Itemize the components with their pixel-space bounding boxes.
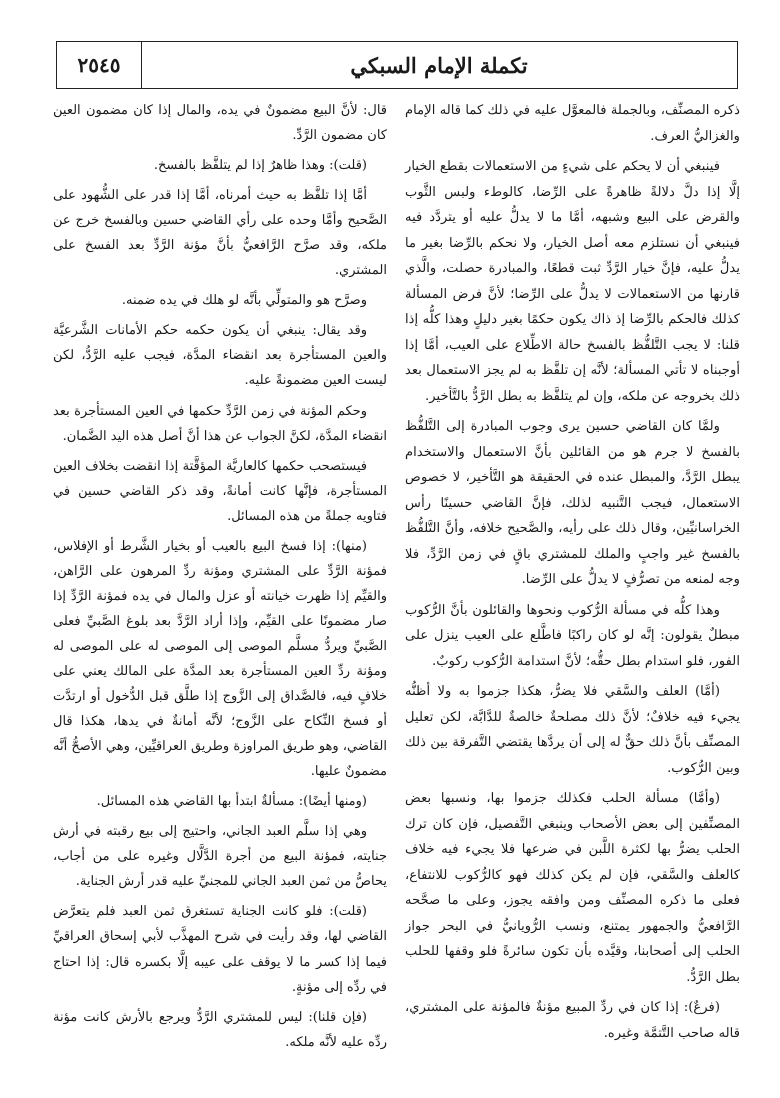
paragraph: (فإن قلنا): ليس للمشتري الرَّدُّ ويرجع بالأرش كانت مؤنة ردِّه عليه لأنَّه ملكه.	[53, 1009, 387, 1050]
header-divider	[141, 42, 142, 88]
paragraph: ذكره المصنِّف، وبالجملة فالمعوَّل عليه في ذلك كما قاله الإمام والغزاليُّ العرف.	[405, 103, 740, 144]
paragraph: وحكم المؤنة في زمن الرَّدِّ حكمها في العين المستأجرة بعد انقضاء المدَّة، لكنَّ الجواب عن هذا أنَّ أصل هذه اليد الضَّمان.	[53, 403, 387, 444]
page-number: ٢٥٤٥	[77, 53, 121, 77]
paragraph: قال: لأنَّ البيع مضمونٌ في يده، والمال إذا كان مضمون العين كان مضمون الرَّدِّ.	[53, 103, 387, 144]
paragraph: (فرعٌ): إذا كان في ردِّ المبيع مؤنةٌ فالمؤنة على المشتري، قاله صاحب التَّتمَّة وغيره.	[405, 1000, 740, 1041]
paragraph: وقد يقال: ينبغي أن يكون حكمه حكم الأمانات الشَّرعيَّة والعين المستأجرة بعد انقضاء المدَّة، فيجب عليه الرَّدُّ، لكن ليست العين مضمونةً عليه.	[53, 323, 387, 389]
paragraph: وصرَّح هو والمتولِّي بأنَّه لو هلك في يده ضمنه.	[121, 293, 367, 309]
paragraph: فيستصحب حكمها كالعاريَّة المؤقَّتة إذا انقضت بخلاف العين المستأجرة، فإنَّها كانت أمانةً، وقد ذكر القاضي حسين في فتاويه جملةً من هذه المسائل.	[53, 458, 387, 524]
paragraph: (قلت): وهذا ظاهرٌ إذا لم يتلفَّظ بالفسخ.	[153, 158, 367, 174]
paragraph: ولمَّا كان القاضي حسين يرى وجوب المبادرة إلى التَّلفُّظ بالفسخ لا جرم هو من القائلين بأنَّ الاستعمال والاستخدام يبطل الرَّدَّ، والمبطل عنده في الحقيقة هو التَّأخير، لا خصوص الاستعمال، فيجب التَّنبيه لذلك، فإنَّ القاضي حسينًا رأس الخراسانيِّين، وقال ذلك على رأيه، والصَّحيح خلافه، وأنَّ التَّلفُّظ بالفسخ غير واجبٍ والملك للمشتري باقٍ في زمن الرَّدِّ، فلا وجه لمنعه من تصرُّفٍ لا يدلُّ على الرِّضا.	[405, 419, 740, 587]
book-title: تكملة الإمام السبكي	[350, 52, 528, 78]
paragraph: (ومنها أيضًا): مسألةٌ ابتدأ بها القاضي هذه المسائل.	[96, 794, 367, 810]
paragraph: (منها): إذا فسخ البيع بالعيب أو بخيار الشَّرط أو الإفلاس، فمؤنة الرَّدِّ على المشتري ومؤنة ردِّ المرهون على الرَّاهن، والقيِّم إذا ظهرت خيانته أو عزل والمال في يده فمؤنة الرَّدِّ إذا صار مضمونًا على القيِّم، وإذا أراد الرَّدَّ بعد بلوغ الصَّبيِّ فعلى الصَّبيِّ ويردُّ مسلَّم الموصى إلى الموصى له على الموصى له ومؤنة ردِّ العين المستأجرة بعد المدَّة على المالك يعني على خلافٍ فيه، فالصَّداق إلى الزَّوج إذا طلَّق قبل الدُّخول أو ارتدَّت أو فسخ النِّكاح على الزَّوج؛ لأنَّه أمانةٌ في يدها، هكذا قال القاضي، وهو طريق المراوزة وطريق العراقيِّين، وهي الأصحُّ أنَّه مضمونٌ عليها.	[53, 538, 387, 780]
right-column	[405, 98, 740, 1051]
page-header	[56, 41, 738, 89]
paragraph: وهذا كلُّه في مسألة الرُّكوب ونحوها والقائلون بأنَّ الرُّكوب مبطلٌ يقولون: إنَّه لو كان راكبًا فاطَّلع على العيب ينزل على الفور، فلو استدام بطل حقُّه؛ لأنَّ استدامة الرُّكوب ركوبٌ.	[405, 602, 740, 669]
paragraph: (أمَّا) العلف والسَّقي فلا يضرُّ، هكذا جزموا به ولا أظنُّه يجيء فيه خلافٌ؛ لأنَّ ذلك مصلحةٌ خالصةٌ للدَّابَّة، لكن تعليل المصنِّف بأنَّ ذلك حقٌّ له إلى أن يردَّها يقتضي التَّفرقة بين ذلك وبين الرُّكوب.	[405, 684, 740, 776]
paragraph: أمَّا إذا تلفَّظ به حيث أمرناه، أمَّا إذا قدر على الشُّهود على الصَّحيح وأمَّا وحده على رأي القاضي حسين وبالفسخ خرج عن ملكه، وقد صرَّح الرَّافعيُّ بأنَّ مؤنة الرَّدِّ بعد الفسخ على المشتري.	[53, 188, 387, 279]
paragraph: فينبغي أن لا يحكم على شيءٍ من الاستعمالات بقطع الخيار إلَّا إذا دلَّ دلالةً ظاهرةً على الرِّضا، كالوطء ولبس الثَّوب والقرض على البيع وشبهه، أمَّا ما لا يدلُّ عليه أو يتردَّد فيه فينبغي أن نستلزم معه أصل الخيار، ولا نحكم بالرِّضا بغير ما يدلُّ عليه، فإنَّ خيار الرَّدِّ ثبت قطعًا، والمبادرة حصلت، والَّذي قارنها من الاستعمالات لا يدلُّ على الرِّضا؛ لأنَّ فرض المسألة كذلك فالحكم بالرِّضا إذ ذاك يكون حكمًا بغير دليلٍ وهذا كلُّه إذا قلنا: لا يجب التَّلفُّظ بالفسخ حالة الاطِّلاع على العيب، أمَّا إذا أوجبناه لا تأتي المسألة؛ لأنَّه إن تلفَّظ به لم يجز الاستعمال بعد ذلك بخروجه عن ملكه، وإن لم يتلفَّظ به بطل الرَّدُّ بالتَّأخير.	[405, 159, 740, 404]
left-column	[53, 98, 387, 1060]
paragraph: (قلت): فلو كانت الجناية تستغرق ثمن العبد فلم يتعرَّض القاضي لها، وقد رأيت في شرح المهذَّب لأبي إسحاق العراقيِّ فيما إذا كسر ما لا يوقف على عيبه إلَّا بكسره قال: إذا احتاج في ردِّه إلى مؤنةٍ.	[53, 904, 387, 995]
paragraph: وهي إذا سلَّم العبد الجاني، واحتيج إلى بيع رقبته في أرش جنايته، فمؤنة البيع من أجرة الدَّلَّال وغيره على من أجاب، يحاصُّ من ثمن العبد الجاني للمجنيِّ عليه قدر أرش الجناية.	[53, 824, 387, 890]
paragraph: (وأمَّا) مسألة الحلب فكذلك جزموا بها، ونسبها بعض المصنِّفين إلى بعض الأصحاب وينبغي التَّفصيل، فإن كان ترك الحلب يضرُّ بها لكثرة اللَّبن في ضرعها فلا يجيء فيه خلاف كالعلف والسَّقي، فإن لم يكن كذلك فهو كالرُّكوب للانتفاع، فعلى ما ذكره المصنِّف ومن وافقه يجوز، وعلى ما صحَّحه الرَّافعيُّ والجمهور يمتنع، ونسب الرُّويانيُّ في البحر جواز الحلب إلى أصحابنا، وقيَّده بأن تكون سائرةً فلو وقفها للحلب بطل الرَّدُّ.	[405, 791, 740, 985]
